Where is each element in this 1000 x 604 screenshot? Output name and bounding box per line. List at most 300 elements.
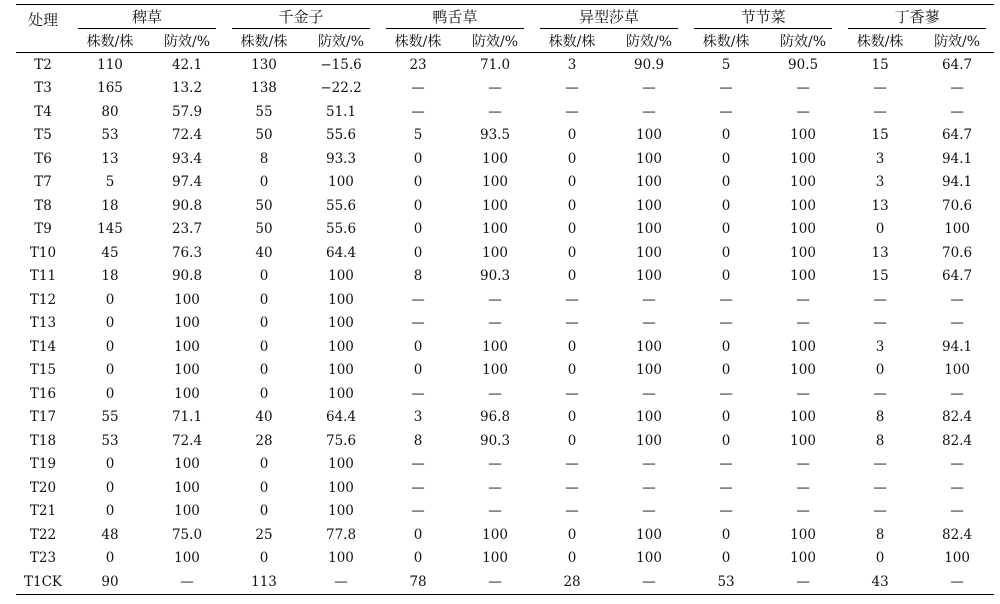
count-cell: 0 (105, 338, 115, 355)
efficacy-cell: 100 (328, 315, 354, 332)
count-cell: 145 (97, 221, 123, 238)
efficacy-cell: 94.1 (942, 150, 973, 167)
count-cell: — (719, 80, 733, 97)
efficacy-cell: 82.4 (942, 526, 973, 543)
efficacy-cell: 100 (636, 432, 662, 449)
efficacy-cell: 100 (636, 338, 662, 355)
count-cell: — (565, 103, 579, 120)
count-cell: 53 (686, 570, 766, 594)
table-body (16, 53, 994, 595)
header-group (378, 5, 532, 30)
efficacy-cell: — (950, 291, 964, 308)
efficacy-cell: 75.0 (171, 526, 203, 543)
efficacy-cell: 57.9 (171, 103, 203, 120)
efficacy-cell: 70.6 (942, 244, 973, 261)
efficacy-cell: — (642, 80, 656, 97)
efficacy-cell: 100 (482, 362, 508, 379)
efficacy-cell: 100 (482, 150, 508, 167)
treatment-cell: T21 (29, 503, 57, 520)
count-cell: 50 (255, 221, 273, 238)
efficacy-cell: −22.2 (320, 80, 362, 97)
count-cell: 15 (871, 268, 889, 285)
count-cell: 3 (413, 409, 423, 426)
efficacy-cell: 100 (482, 197, 508, 214)
count-cell: 0 (567, 362, 577, 379)
count-cell: 0 (721, 268, 731, 285)
table-row (16, 500, 994, 524)
count-cell: 13 (871, 197, 889, 214)
count-cell: 0 (721, 409, 731, 426)
treatment-cell: T5 (34, 127, 52, 144)
count-cell: 45 (101, 244, 119, 261)
count-cell: 13 (871, 244, 889, 261)
efficacy-cell: 100 (944, 221, 970, 238)
count-cell: 43 (840, 570, 920, 594)
count-cell: 0 (413, 221, 423, 238)
count-cell: 138 (251, 80, 277, 97)
efficacy-cell: 97.4 (171, 174, 203, 191)
efficacy-cell: — (488, 385, 502, 402)
count-cell: — (565, 503, 579, 520)
efficacy-cell: 42.1 (171, 56, 203, 73)
table-row (16, 147, 994, 171)
count-cell: 55 (101, 409, 119, 426)
treatment-cell: T17 (29, 409, 57, 426)
table-row (16, 335, 994, 359)
count-cell: 0 (259, 456, 269, 473)
efficacy-cell: 71.1 (171, 409, 203, 426)
efficacy-cell: — (304, 570, 378, 594)
count-cell: 78 (378, 570, 458, 594)
treatment-cell: T6 (34, 150, 52, 167)
table-row (16, 171, 994, 195)
efficacy-cell: — (642, 479, 656, 496)
efficacy-cell: — (950, 103, 964, 120)
count-cell: 0 (721, 221, 731, 238)
count-cell: 0 (105, 362, 115, 379)
efficacy-cell: 96.8 (480, 409, 511, 426)
efficacy-cell: 100 (790, 150, 816, 167)
header-group-label: 节节菜 (694, 6, 832, 29)
count-cell: — (873, 503, 887, 520)
efficacy-cell: 94.1 (942, 338, 973, 355)
header-group (840, 5, 994, 30)
table-header (16, 5, 994, 53)
count-cell: — (873, 80, 887, 97)
efficacy-cell: 64.4 (325, 409, 357, 426)
header-group (532, 5, 686, 30)
count-cell: 8 (413, 432, 423, 449)
count-cell: 0 (721, 150, 731, 167)
efficacy-cell: 75.6 (325, 432, 357, 449)
efficacy-cell: 93.4 (171, 150, 203, 167)
count-cell: 0 (721, 550, 731, 567)
count-cell: 0 (875, 362, 885, 379)
count-cell: — (565, 80, 579, 97)
efficacy-cell: 100 (328, 338, 354, 355)
efficacy-cell: 72.4 (171, 127, 203, 144)
efficacy-cell: — (796, 315, 810, 332)
count-cell: — (719, 103, 733, 120)
efficacy-cell: 76.3 (171, 244, 203, 261)
efficacy-cell: 90.3 (480, 432, 511, 449)
header-efficacy: 防效/% (766, 29, 840, 53)
count-cell: 0 (413, 150, 423, 167)
count-cell: 0 (567, 432, 577, 449)
treatment-cell: T10 (29, 244, 57, 261)
efficacy-cell: — (796, 103, 810, 120)
efficacy-cell: 64.7 (942, 56, 973, 73)
efficacy-cell: 100 (790, 127, 816, 144)
treatment-cell: T3 (34, 80, 52, 97)
count-cell: 0 (721, 362, 731, 379)
efficacy-cell: 100 (944, 550, 970, 567)
treatment-cell: T9 (34, 221, 52, 238)
count-cell: — (719, 385, 733, 402)
count-cell: — (719, 503, 733, 520)
header-count: 株数/株 (378, 29, 458, 53)
header-group (686, 5, 840, 30)
count-cell: 0 (413, 362, 423, 379)
count-cell: 110 (97, 56, 123, 73)
efficacy-cell: 93.5 (480, 127, 511, 144)
count-cell: 0 (567, 268, 577, 285)
efficacy-cell: — (796, 456, 810, 473)
header-efficacy: 防效/% (920, 29, 994, 53)
count-cell: 53 (101, 432, 119, 449)
count-cell: 8 (413, 268, 423, 285)
count-cell: 3 (875, 150, 885, 167)
header-efficacy: 防效/% (612, 29, 686, 53)
count-cell: 0 (567, 150, 577, 167)
efficacy-cell: — (488, 503, 502, 520)
efficacy-cell: 100 (328, 503, 354, 520)
table-row (16, 359, 994, 383)
treatment-cell: T16 (29, 385, 57, 402)
count-cell: — (411, 315, 425, 332)
header-count: 株数/株 (686, 29, 766, 53)
efficacy-cell: 100 (790, 338, 816, 355)
count-cell: 13 (101, 150, 119, 167)
count-cell: 0 (413, 244, 423, 261)
treatment-cell: T20 (29, 479, 57, 496)
efficacy-cell: 72.4 (171, 432, 203, 449)
efficacy-cell: 100 (790, 174, 816, 191)
count-cell: — (411, 456, 425, 473)
count-cell: 28 (532, 570, 612, 594)
efficacy-cell: — (766, 570, 840, 594)
count-cell: 0 (721, 127, 731, 144)
count-cell: 0 (721, 174, 731, 191)
efficacy-cell: 90.8 (171, 197, 203, 214)
efficacy-cell: 100 (944, 362, 970, 379)
count-cell: 0 (413, 550, 423, 567)
table-row (16, 241, 994, 265)
count-cell: — (411, 80, 425, 97)
count-cell: 0 (259, 268, 269, 285)
count-cell: 0 (567, 526, 577, 543)
count-cell: 0 (567, 197, 577, 214)
header-row-groups (16, 5, 994, 30)
efficacy-cell: 13.2 (171, 80, 203, 97)
count-cell: 0 (567, 174, 577, 191)
count-cell: — (565, 385, 579, 402)
treatment-cell: T4 (34, 103, 52, 120)
count-cell: 5 (721, 56, 731, 73)
efficacy-cell: 100 (328, 362, 354, 379)
count-cell: 0 (721, 526, 731, 543)
count-cell: 40 (255, 244, 273, 261)
count-cell: — (719, 291, 733, 308)
efficacy-cell: — (642, 291, 656, 308)
efficacy-cell: 100 (328, 291, 354, 308)
efficacy-cell: — (796, 80, 810, 97)
count-cell: — (411, 503, 425, 520)
count-cell: 0 (259, 338, 269, 355)
treatment-cell: T7 (34, 174, 52, 191)
count-cell: 0 (105, 315, 115, 332)
header-count: 株数/株 (70, 29, 150, 53)
count-cell: 5 (105, 174, 115, 191)
efficacy-cell: 100 (174, 550, 200, 567)
efficacy-cell: 100 (636, 150, 662, 167)
efficacy-cell: 90.5 (788, 56, 819, 73)
efficacy-cell: — (920, 570, 994, 594)
count-cell: 48 (101, 526, 119, 543)
count-cell: — (873, 291, 887, 308)
efficacy-cell: 64.7 (942, 127, 973, 144)
count-cell: 53 (101, 127, 119, 144)
count-cell: — (873, 479, 887, 496)
count-cell: 3 (875, 338, 885, 355)
treatment-cell: T8 (34, 197, 52, 214)
treatment-cell: T15 (29, 362, 57, 379)
efficacy-cell: 82.4 (942, 432, 973, 449)
table-row (16, 288, 994, 312)
efficacy-cell: 100 (636, 174, 662, 191)
efficacy-cell: 100 (790, 526, 816, 543)
efficacy-cell: — (796, 385, 810, 402)
count-cell: — (411, 479, 425, 496)
count-cell: 0 (721, 432, 731, 449)
efficacy-cell: 100 (328, 479, 354, 496)
count-cell: 0 (567, 409, 577, 426)
count-cell: 0 (259, 362, 269, 379)
efficacy-cell: — (642, 103, 656, 120)
efficacy-cell: 90.3 (480, 268, 511, 285)
table-row (16, 265, 994, 289)
efficacy-cell: 100 (636, 244, 662, 261)
efficacy-cell: 100 (482, 550, 508, 567)
efficacy-cell: — (950, 315, 964, 332)
header-efficacy: 防效/% (150, 29, 224, 53)
efficacy-cell: — (488, 315, 502, 332)
efficacy-cell: 55.6 (325, 197, 357, 214)
count-cell: 130 (251, 56, 277, 73)
efficacy-cell: −15.6 (320, 56, 362, 73)
efficacy-cell: 100 (174, 503, 200, 520)
count-cell: 5 (413, 127, 423, 144)
efficacy-cell: 100 (328, 456, 354, 473)
header-count: 株数/株 (532, 29, 612, 53)
count-cell: 0 (567, 127, 577, 144)
efficacy-cell: 100 (482, 244, 508, 261)
count-cell: — (719, 456, 733, 473)
efficacy-cell: 51.1 (325, 103, 357, 120)
header-efficacy: 防效/% (458, 29, 532, 53)
efficacy-cell: 100 (174, 338, 200, 355)
efficacy-cell: — (950, 503, 964, 520)
count-cell: — (565, 315, 579, 332)
count-cell: 0 (105, 479, 115, 496)
count-cell: 0 (259, 385, 269, 402)
efficacy-cell: — (458, 570, 532, 594)
efficacy-cell: 64.4 (325, 244, 357, 261)
header-treatment: 处理 (16, 5, 70, 53)
count-cell: 15 (871, 127, 889, 144)
efficacy-cell: — (950, 385, 964, 402)
efficacy-cell: — (796, 291, 810, 308)
efficacy-cell: 100 (328, 385, 354, 402)
count-cell: 0 (413, 174, 423, 191)
efficacy-cell: — (642, 456, 656, 473)
count-cell: — (411, 385, 425, 402)
treatment-cell: T12 (29, 291, 57, 308)
header-group-label: 异型莎草 (540, 6, 678, 29)
count-cell: — (411, 291, 425, 308)
efficacy-cell: 100 (790, 362, 816, 379)
efficacy-cell: 64.7 (942, 268, 973, 285)
count-cell: 18 (101, 197, 119, 214)
efficacy-cell: — (488, 291, 502, 308)
count-cell: — (873, 385, 887, 402)
header-efficacy: 防效/% (304, 29, 378, 53)
efficacy-cell: 100 (636, 221, 662, 238)
efficacy-cell: 55.6 (325, 127, 357, 144)
table-row (16, 53, 994, 77)
efficacy-cell: 77.8 (325, 526, 357, 543)
count-cell: 0 (105, 291, 115, 308)
table-row (16, 382, 994, 406)
efficacy-cell: 100 (328, 174, 354, 191)
count-cell: 18 (101, 268, 119, 285)
efficacy-cell: 100 (636, 268, 662, 285)
efficacy-cell: 100 (174, 479, 200, 496)
efficacy-cell: 70.6 (942, 197, 973, 214)
efficacy-cell: 23.7 (171, 221, 203, 238)
efficacy-cell: 90.9 (634, 56, 665, 73)
efficacy-cell: 100 (482, 338, 508, 355)
count-cell: 0 (875, 550, 885, 567)
efficacy-cell: 100 (482, 526, 508, 543)
table-row (16, 547, 994, 571)
count-cell: 25 (255, 526, 273, 543)
header-group-label: 丁香蓼 (848, 6, 986, 29)
efficacy-cell: 100 (636, 197, 662, 214)
count-cell: 8 (875, 432, 885, 449)
table-row (16, 476, 994, 500)
header-group-label: 稗草 (78, 6, 216, 29)
header-row-sub (16, 29, 994, 53)
count-cell: — (719, 479, 733, 496)
efficacy-cell: 100 (790, 221, 816, 238)
count-cell: 55 (255, 103, 273, 120)
count-cell: 3 (567, 56, 577, 73)
count-cell: 50 (255, 197, 273, 214)
count-cell: 50 (255, 127, 273, 144)
table-row (16, 406, 994, 430)
count-cell: 28 (255, 432, 273, 449)
table-row (16, 124, 994, 148)
count-cell: 0 (567, 244, 577, 261)
efficacy-cell: 93.3 (325, 150, 357, 167)
header-group-label: 鸭舌草 (386, 6, 524, 29)
treatment-cell: T1CK (16, 570, 70, 594)
efficacy-cell: 100 (636, 362, 662, 379)
table-row (16, 312, 994, 336)
efficacy-cell: 100 (174, 456, 200, 473)
count-cell: 15 (871, 56, 889, 73)
table-row (16, 453, 994, 477)
efficacy-cell: — (488, 479, 502, 496)
count-cell: 0 (259, 315, 269, 332)
efficacy-cell: 82.4 (942, 409, 973, 426)
efficacy-cell: 71.0 (480, 56, 511, 73)
header-group (224, 5, 378, 30)
count-cell: 0 (413, 197, 423, 214)
header-group-label: 千金子 (232, 6, 370, 29)
treatment-cell: T19 (29, 456, 57, 473)
count-cell: — (873, 103, 887, 120)
treatment-cell: T14 (29, 338, 57, 355)
header-group (70, 5, 224, 30)
treatment-cell: T13 (29, 315, 57, 332)
treatment-cell: T23 (29, 550, 57, 567)
treatment-cell: T2 (34, 56, 52, 73)
table-row (16, 218, 994, 242)
efficacy-cell: 100 (482, 221, 508, 238)
efficacy-cell: 100 (790, 409, 816, 426)
count-cell: 0 (567, 338, 577, 355)
count-cell: 0 (413, 526, 423, 543)
count-cell: 0 (413, 338, 423, 355)
header-count: 株数/株 (840, 29, 920, 53)
efficacy-cell: 100 (636, 526, 662, 543)
efficacy-cell: 90.8 (171, 268, 203, 285)
efficacy-cell: — (642, 315, 656, 332)
count-cell: 0 (105, 385, 115, 402)
count-cell: 0 (259, 479, 269, 496)
efficacy-cell: — (950, 80, 964, 97)
efficacy-cell: 100 (636, 409, 662, 426)
count-cell: 90 (70, 570, 150, 594)
table-row (16, 570, 994, 594)
efficacy-cell: 100 (790, 244, 816, 261)
efficacy-cell: 100 (790, 197, 816, 214)
header-count: 株数/株 (224, 29, 304, 53)
efficacy-cell: — (488, 456, 502, 473)
table-row (16, 77, 994, 101)
efficacy-cell: 55.6 (325, 221, 357, 238)
efficacy-cell: 100 (636, 550, 662, 567)
count-cell: 0 (259, 550, 269, 567)
count-cell: 8 (875, 526, 885, 543)
table-row (16, 194, 994, 218)
count-cell: 0 (567, 221, 577, 238)
count-cell: — (565, 456, 579, 473)
count-cell: — (873, 456, 887, 473)
count-cell: 0 (259, 503, 269, 520)
